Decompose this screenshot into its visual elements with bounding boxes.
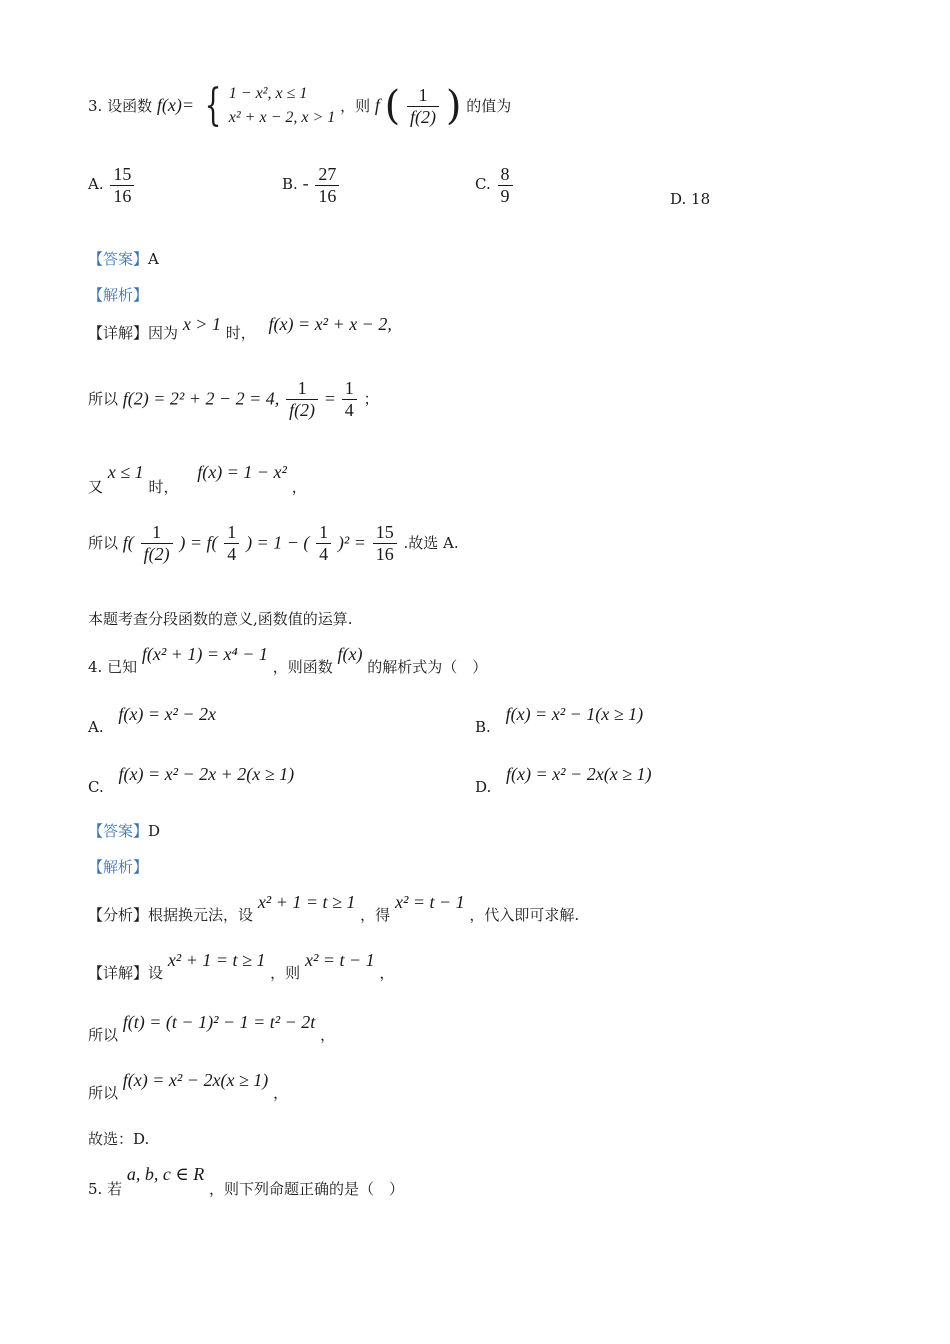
q3-piecewise: { 1 − x², x ≤ 1 x² + x − 2, x > 1 [204,80,336,131]
q3-f-label: f [374,95,380,116]
option-fraction: $\frac{8}{9}$ [498,164,513,206]
q4-answer [88,822,160,840]
q4-option-d: D. f(x) = x² − 2x(x ≥ 1) [475,764,652,796]
q3-option-b [282,164,341,206]
q4-step-1: 所以 f(t) = (t − 1)² − 1 = t² − 2t ， [88,1012,336,1044]
option-label: D. [670,190,687,208]
q3-answer [88,250,159,268]
q4-detail-line: 【详解】设 x² + 1 = t ≥ 1 ，则 x² = t − 1 ， [88,950,395,982]
q3-stem-mid: ，则 [340,97,371,115]
q4-option-a: A. f(x) = x² − 2x [88,704,217,736]
q3-inner-fraction: $\frac{1}{f(2)}$ [407,85,439,127]
q3-stem-suffix: 的值为 [466,97,512,115]
option-fraction: $\frac{27}{16}$ [315,164,339,206]
option-fraction: $\frac{15}{16}$ [110,164,134,206]
answer-value: D [148,822,161,840]
q4-conclusion: 故选：D. [88,1130,150,1148]
q3-option-c [475,164,515,206]
option-label: A. [88,175,104,194]
q4-analysis-line: 【分析】根据换元法，设 x² + 1 = t ≥ 1 ，得 x² = t − 1 ，代入即可求解. [88,892,580,924]
option-sign: - [302,173,309,194]
q4-stem: 4. 已知 f(x² + 1) = x⁴ − 1 ，则函数 f(x) 的解析式为（ ） [88,644,488,676]
option-label: B. [282,175,298,194]
q3-detail-line-4: 所以 f( $\frac{1}{f(2)}$ ) = f( $\frac{1}{4}$ ) = 1 − ( $\frac{1}{4}$ )² = $\frac{15}{16}$ .故选 A. [88,522,459,564]
q3-detail-line-1: 【详解】因为 x > 1 时， f(x) = x² + x − 2, [88,314,392,342]
option-label: C. [475,175,491,194]
detail-tag: 【详解】 [88,324,149,342]
q4-option-b: B. f(x) = x² − 1(x ≥ 1) [475,704,644,736]
q3-summary: 本题考查分段函数的意义,函数值的运算. [88,610,353,628]
q3-option-d [670,190,710,208]
q3-analysis-tag: 【解析】 [88,286,149,304]
q4-step-2: 所以 f(x) = x² − 2x(x ≥ 1) ， [88,1070,289,1102]
q3-case-1: 1 − x², x ≤ 1 [228,85,308,102]
q5-stem: 5. 若 a, b, c ∈ R ，则下列命题正确的是（ ） [88,1164,404,1198]
q3-option-a [88,164,136,206]
q3-stem-prefix: 3. 设函数 [88,97,153,115]
answer-tag: 【答案】 [88,250,149,268]
option-text: 18 [691,190,711,208]
q3-detail-line-2: 所以 f(2) = 2² + 2 − 2 = 4, $\frac{1}{f(2)}$ = $\frac{1}{4}$ ； [88,378,379,420]
q4-option-c: C. f(x) = x² − 2x + 2(x ≥ 1) [88,764,295,796]
q3-fx: f(x)= [156,95,194,116]
q3-detail-line-3: 又 x ≤ 1 时， f(x) = 1 − x² ， [88,462,307,496]
q3-stem: 3. 设函数 f(x)= { 1 − x², x ≤ 1 x² + x − 2, x > 1 ，则 f ( $\frac{1}{f(2)}$ ) 的值为 [88,80,512,131]
answer-tag: 【答案】 [88,822,149,840]
q3-case-2: x² + x − 2, x > 1 [228,109,336,126]
q4-analysis-tag: 【解析】 [88,858,149,876]
answer-value: A [148,250,159,268]
